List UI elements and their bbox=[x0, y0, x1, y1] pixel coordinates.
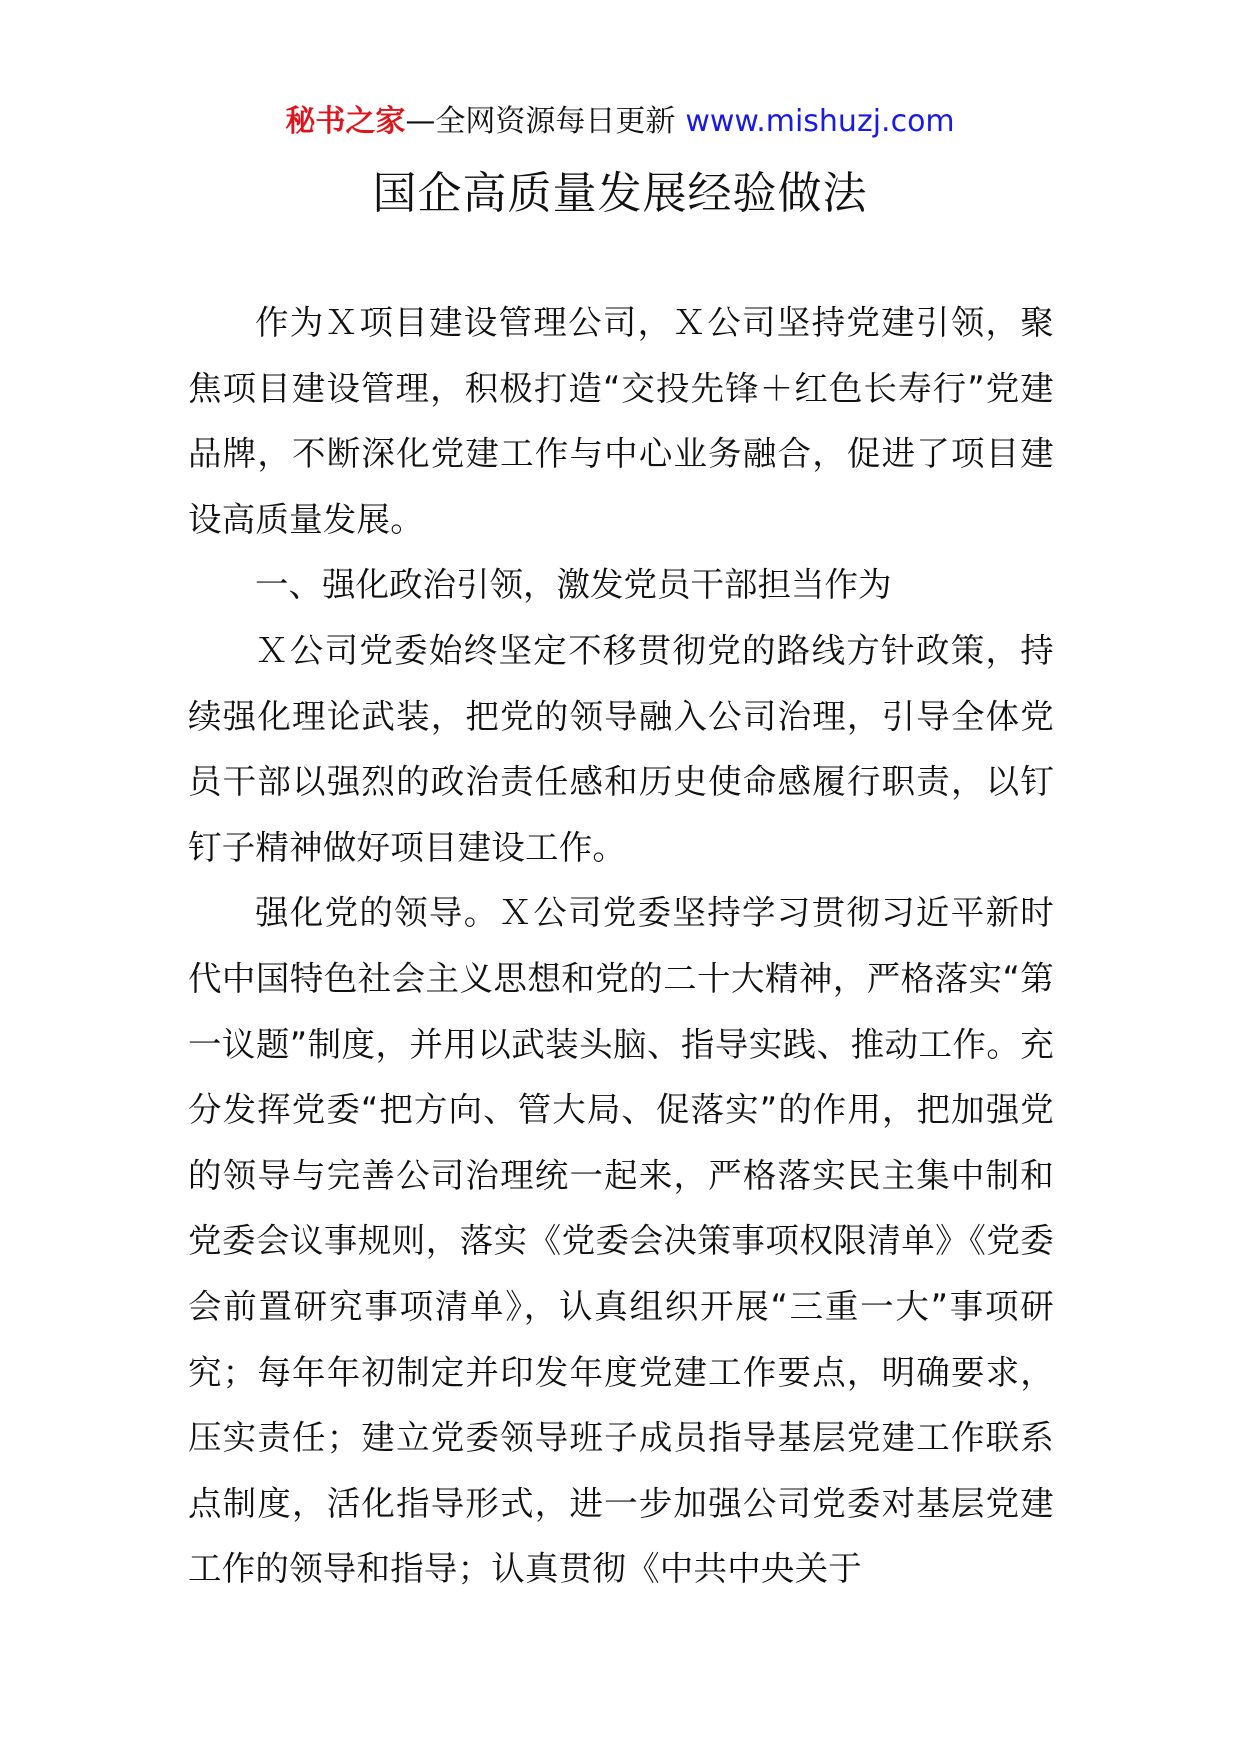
section-paragraph: 强化党的领导。Ｘ公司党委坚持学习贯彻习近平新时代中国特色社会主义思想和党的二十大精神，严格落实“第一议题”制度，并用以武装头脑、指导实践、推动工作。充分发挥党委“把方向、管大局、促落实”的作用，把加强党的领导与完善公司治理统一起来，严格落实民主集中制和党委会议事规则，落实《党委会决策事项权限清单》《党委会前置研究事项清单》，认真组织开展“三重一大”事项研究；每年年初制定并印发年度党建工作要点，明确要求，压实责任；建立党委领导班子成员指导基层党建工作联系点制度，活化指导形式，进一步加强公司党委对基层党建工作的领导和指导；认真贯彻《中共中央关于 bbox=[188, 893, 1054, 1589]
brand-name: 秘书之家 bbox=[285, 104, 406, 139]
document-title: 国企高质量发展经验做法 bbox=[372, 168, 868, 219]
header-tagline: —全网资源每日更新 bbox=[405, 104, 676, 139]
document-body bbox=[188, 290, 1054, 1602]
intro-paragraph: 作为Ｘ项目建设管理公司，Ｘ公司坚持党建引领，聚焦项目建设管理，积极打造“交投先锋＋红色长寿行”党建品牌，不断深化党建工作与中心业务融合，促进了项目建设高质量发展。 bbox=[188, 303, 1054, 539]
header-banner bbox=[0, 100, 1240, 144]
section-paragraph: Ｘ公司党委始终坚定不移贯彻党的路线方针政策，持续强化理论武装，把党的领导融入公司治理，引导全体党员干部以强烈的政治责任感和历史使命感履行职责，以钉钉子精神做好项目建设工作。 bbox=[188, 630, 1054, 867]
site-url-link[interactable]: www.mishuzj.com bbox=[685, 104, 955, 139]
section-heading: 一、强化政治引领，激发党员干部担当作为 bbox=[255, 565, 892, 605]
